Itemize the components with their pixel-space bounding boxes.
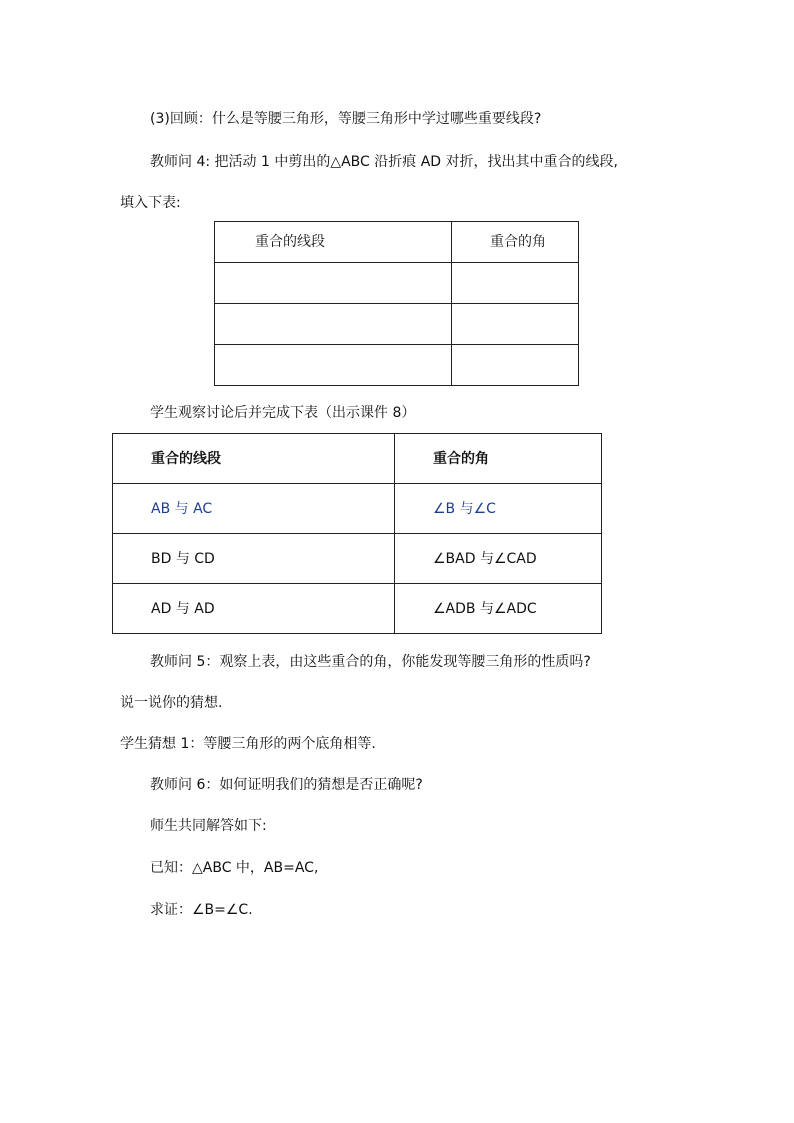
- table-cell: [215, 304, 452, 345]
- student-observation: 学生观察讨论后并完成下表（出示课件 8）: [150, 405, 416, 421]
- table-header-row: [215, 222, 579, 263]
- table-row: [113, 534, 602, 584]
- blank-overlap-table: [214, 221, 579, 386]
- angle-pair-cell: ∠BAD 与∠CAD: [395, 534, 602, 584]
- header-overlapping-segments: 重合的线段: [113, 434, 395, 484]
- header-overlapping-angles: 重合的角: [395, 434, 602, 484]
- teacher-question-4: 教师问 4: 把活动 1 中剪出的△ABC 沿折痕 AD 对折，找出其中重合的线段,: [150, 154, 618, 170]
- table-row: [113, 584, 602, 634]
- teacher-question-6: 教师问 6：如何证明我们的猜想是否正确呢?: [150, 777, 423, 793]
- table-row: [113, 484, 602, 534]
- table-cell: [215, 263, 452, 304]
- teacher-question-5: 教师问 5：观察上表，由这些重合的角，你能发现等腰三角形的性质吗?: [150, 654, 591, 670]
- review-question: (3)回顾：什么是等腰三角形，等腰三角形中学过哪些重要线段?: [150, 111, 542, 127]
- teacher-question-5-continued: 说一说你的猜想.: [120, 695, 223, 711]
- teacher-question-4-continued: 填入下表:: [120, 195, 181, 211]
- given-statement: 已知：△ABC 中，AB=AC,: [150, 860, 319, 876]
- table-row: [215, 263, 579, 304]
- completed-overlap-table: [112, 433, 602, 634]
- table-cell: [452, 304, 579, 345]
- student-guess-1: 学生猜想 1：等腰三角形的两个底角相等.: [120, 736, 376, 752]
- angle-pair-cell: ∠B 与∠C: [395, 484, 602, 534]
- table-header-row: [113, 434, 602, 484]
- segment-pair-cell: AD 与 AD: [113, 584, 395, 634]
- table-cell: [215, 345, 452, 386]
- segment-pair-cell: BD 与 CD: [113, 534, 395, 584]
- table-row: [215, 304, 579, 345]
- prove-statement: 求证：∠B=∠C.: [150, 902, 253, 918]
- header-overlapping-angles: 重合的角: [452, 222, 579, 263]
- joint-solution-intro: 师生共同解答如下:: [150, 818, 267, 834]
- angle-pair-cell: ∠ADB 与∠ADC: [395, 584, 602, 634]
- segment-pair-cell: AB 与 AC: [113, 484, 395, 534]
- table-row: [215, 345, 579, 386]
- header-overlapping-segments: 重合的线段: [215, 222, 452, 263]
- table-cell: [452, 345, 579, 386]
- table-cell: [452, 263, 579, 304]
